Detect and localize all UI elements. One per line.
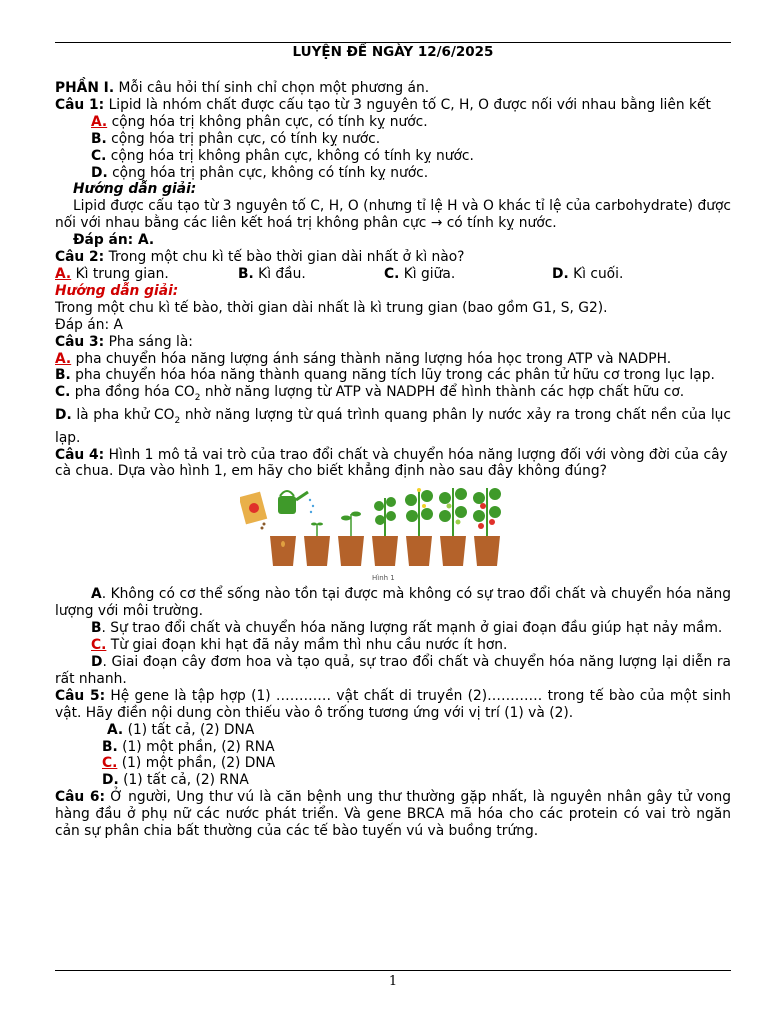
document-body bbox=[55, 80, 731, 840]
question-2-answer: Đáp án: A bbox=[55, 316, 123, 333]
question-3-option-a: A. pha chuyển hóa năng lượng ánh sáng thành năng lượng hóa học trong ATP và NADPH. bbox=[55, 350, 672, 367]
page-title: LUYỆN ĐỀ NGÀY 12/6/2025 bbox=[292, 44, 494, 60]
question-2-option-c: C. Kì giữa. bbox=[384, 265, 456, 282]
question-5-option-a: A. (1) tất cả, (2) DNA bbox=[107, 721, 255, 738]
question-5-option-c: C. (1) một phần, (2) DNA bbox=[102, 755, 276, 772]
question-3-option-d: D. là pha khử $CO_2$ nhờ năng lượng từ quá trình quang phân ly nước xảy ra trong chất nền của lục lạp. bbox=[55, 406, 731, 446]
question-2-options bbox=[55, 266, 731, 283]
watering-can-icon bbox=[278, 491, 314, 514]
question-2-option-a: A. Kì trung gian. bbox=[55, 265, 169, 282]
page-number: 1 bbox=[388, 974, 398, 989]
document-page bbox=[55, 0, 731, 1024]
question-2-option-d: D. Kì cuối. bbox=[552, 265, 624, 282]
tomato-life-cycle-illustration bbox=[240, 484, 540, 584]
question-1-stem: Câu 1: Lipid là nhóm chất được cấu tạo từ 3 nguyên tố C, H, O được nối với nhau bằng liên kết bbox=[55, 96, 711, 113]
top-rule bbox=[55, 42, 731, 43]
seed-packet-icon bbox=[240, 492, 267, 530]
figure-caption: Hình 1 bbox=[372, 574, 395, 583]
part-heading: PHẦN I. Mỗi câu hỏi thí sinh chỉ chọn một phương án. bbox=[55, 80, 430, 96]
question-4-stem: Câu 4: Hình 1 mô tả vai trò của trao đổi chất và chuyển hóa năng lượng đối với vòng đời của cây cà chua. Dựa vào hình 1, em hãy cho biết khẳng định nào sau đây không đúng? bbox=[55, 446, 728, 480]
question-2-guide-label: Hướng dẫn giải: bbox=[55, 282, 179, 299]
question-5-option-d: D. (1) tất cả, (2) RNA bbox=[102, 772, 249, 789]
question-1-option-c: C. cộng hóa trị không phân cực, không có tính kỵ nước. bbox=[91, 147, 474, 164]
question-3-stem: Câu 3: Pha sáng là: bbox=[55, 333, 193, 350]
question-1-option-d: D. cộng hóa trị phân cực, không có tính kỵ nước. bbox=[91, 164, 429, 181]
question-1-option-b: B. cộng hóa trị phân cực, có tính kỵ nước. bbox=[91, 130, 381, 147]
question-2-option-b: B. Kì đầu. bbox=[238, 265, 306, 282]
question-1-guide-text: Lipid được cấu tạo từ 3 nguyên tố C, H, O (nhưng tỉ lệ H và O khác tỉ lệ của carbohydrate) được nối với nhau bằng các liên kết hoá trị không phân cực → có tính kỵ nước. bbox=[55, 198, 731, 232]
question-1-guide-label: Hướng dẫn giải: bbox=[73, 181, 197, 198]
question-2-stem: Câu 2: Trong một chu kì tế bào thời gian dài nhất ở kì nào? bbox=[55, 249, 465, 266]
question-2-guide-text: Trong một chu kì tế bào, thời gian dài nhất là kì trung gian (bao gồm G1, S, G2). bbox=[55, 299, 608, 316]
footer-rule bbox=[55, 970, 731, 971]
question-5-stem: Câu 5: Hệ gene là tập hợp (1) ………… vật chất di truyền (2)………… trong tế bào của một sinh vật. Hãy điền nội dung còn thiếu vào ô trống tương ứng với vị trí (1) và (2). bbox=[55, 687, 731, 721]
question-3-option-b: B. pha chuyển hóa hóa năng thành quang năng tích lũy trong các phân tử hữu cơ trong lục lạp. bbox=[55, 367, 715, 384]
pot-row bbox=[270, 536, 500, 566]
question-4-option-c: C. Từ giai đoạn khi hạt đã nảy mầm thì nhu cầu nước ít hơn. bbox=[91, 637, 508, 654]
question-1-answer: Đáp án: A. bbox=[73, 232, 155, 249]
question-4-option-b: B. Sự trao đổi chất và chuyển hóa năng lượng rất mạnh ở giai đoạn đầu giúp hạt nảy mầm. bbox=[91, 620, 723, 637]
question-3-option-c: C. pha đồng hóa $CO_2$ nhờ năng lượng từ ATP và NADPH để hình thành các hợp chất hữu cơ. bbox=[55, 384, 685, 404]
question-5-option-b: B. (1) một phần, (2) RNA bbox=[102, 738, 275, 755]
question-4-option-d: D. Giai đoạn cây đơm hoa và tạo quả, sự trao đổi chất và chuyển hóa năng lượng lại diễn ra rất nhanh. bbox=[55, 653, 731, 687]
question-1-option-a: A. cộng hóa trị không phân cực, có tính kỵ nước. bbox=[91, 113, 428, 130]
question-6-stem: Câu 6: Ở người, Ung thư vú là căn bệnh ung thư thường gặp nhất, là nguyên nhân gây tử vong hàng đầu ở phụ nữ các nước phát triển. Và gene BRCA mã hóa cho các protein có vai trò ngăn cản sự phân chia bất thường của các tế bào tuyến vú và buồng trứng. bbox=[55, 789, 732, 840]
question-4-option-a: A. Không có cơ thể sống nào tồn tại được mà không có sự trao đổi chất và chuyển hóa năng lượng với môi trường. bbox=[55, 586, 731, 620]
figure-tomato-life-cycle bbox=[55, 484, 731, 584]
